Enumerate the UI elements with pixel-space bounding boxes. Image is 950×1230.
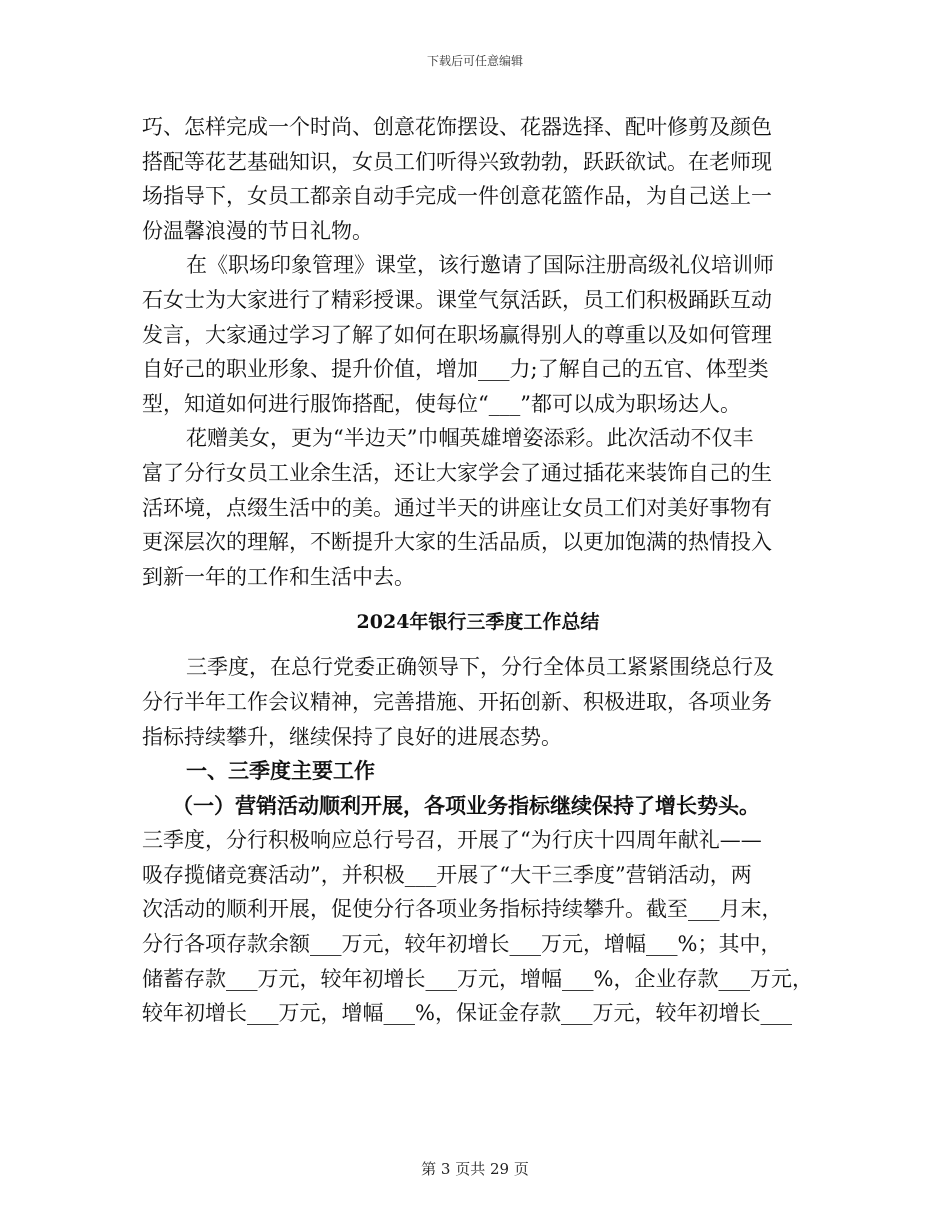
text-line: 三季度，在总行党委正确领导下，分行全体员工紧紧围绕总行及 xyxy=(186,655,774,680)
text-line: 三季度，分行积极响应总行号召，开展了“为行庆十四周年献礼—— xyxy=(142,828,762,853)
text-line: 场指导下，女员工都亲自动手完成一件创意花篮作品，为自己送上一 xyxy=(142,184,772,209)
text-line: 花赠美女，更为“半边天”巾帼英雄增姿添彩。此次活动不仅丰 xyxy=(186,426,754,451)
text-line: 巧、怎样完成一个时尚、创意花饰摆设、花器选择、配叶修剪及颜色 xyxy=(142,115,772,139)
text-line: 石女士为大家进行了精彩授课。课堂气氛活跃，员工们积极踊跃互动 xyxy=(142,287,772,312)
text-line: 份温馨浪漫的节日礼物。 xyxy=(142,218,373,243)
text-line: 指标持续攀升，继续保持了良好的进展态势。 xyxy=(142,724,562,749)
text-line: 吸存揽储竞赛活动”，并积极___开展了“大干三季度”营销活动，两 xyxy=(142,862,752,887)
subsection-heading: （一）营销活动顺利开展，各项业务指标继续保持了增长势头。 xyxy=(172,792,760,818)
section-heading: 一、三季度主要工作 xyxy=(186,758,375,784)
text-line: 富了分行女员工业余生活，还让大家学会了通过插花来装饰自己的生 xyxy=(142,460,772,485)
text-line: 搭配等花艺基础知识，女员工们听得兴致勃勃，跃跃欲试。在老师现 xyxy=(142,149,772,174)
text-line: 在《职场印象管理》课堂，该行邀请了国际注册高级礼仪培训师 xyxy=(186,253,774,278)
page-footer: 第 3 页共 29 页 xyxy=(421,1160,529,1178)
text-line: 到新一年的工作和生活中去。 xyxy=(142,564,415,589)
text-line: 活环境，点缀生活中的美。通过半天的讲座让女员工们对美好事物有 xyxy=(142,495,772,520)
text-line: 较年初增长___万元，增幅___%，保证金存款___万元，较年初增长___ xyxy=(142,1001,792,1026)
document-title: 2024年银行三季度工作总结 xyxy=(356,611,600,634)
text-line: 分行各项存款余额___万元，较年初增长___万元，增幅___%；其中， xyxy=(142,932,782,957)
text-line: 分行半年工作会议精神，完善措施、开拓创新、积极进取，各项业务 xyxy=(142,689,772,714)
text-line: 储蓄存款___万元，较年初增长___万元，增幅___%，企业存款___万元， xyxy=(142,966,813,991)
text-line: 次活动的顺利开展，促使分行各项业务指标持续攀升。截至___月末， xyxy=(142,897,783,922)
document-body xyxy=(142,110,822,1031)
text-line: 更深层次的理解，不断提升大家的生活品质，以更加饱满的热情投入 xyxy=(142,530,772,555)
text-line: 发言，大家通过学习了解了如何在职场赢得别人的尊重以及如何管理 xyxy=(142,322,772,347)
text-line: 自好己的职业形象、提升价值，增加___力;了解自己的五官、体型类 xyxy=(142,357,769,382)
text-line: 型，知道如何进行服饰搭配，使每位“___”都可以成为职场达人。 xyxy=(142,391,741,416)
page-header: 下载后可任意编辑 xyxy=(426,54,523,68)
